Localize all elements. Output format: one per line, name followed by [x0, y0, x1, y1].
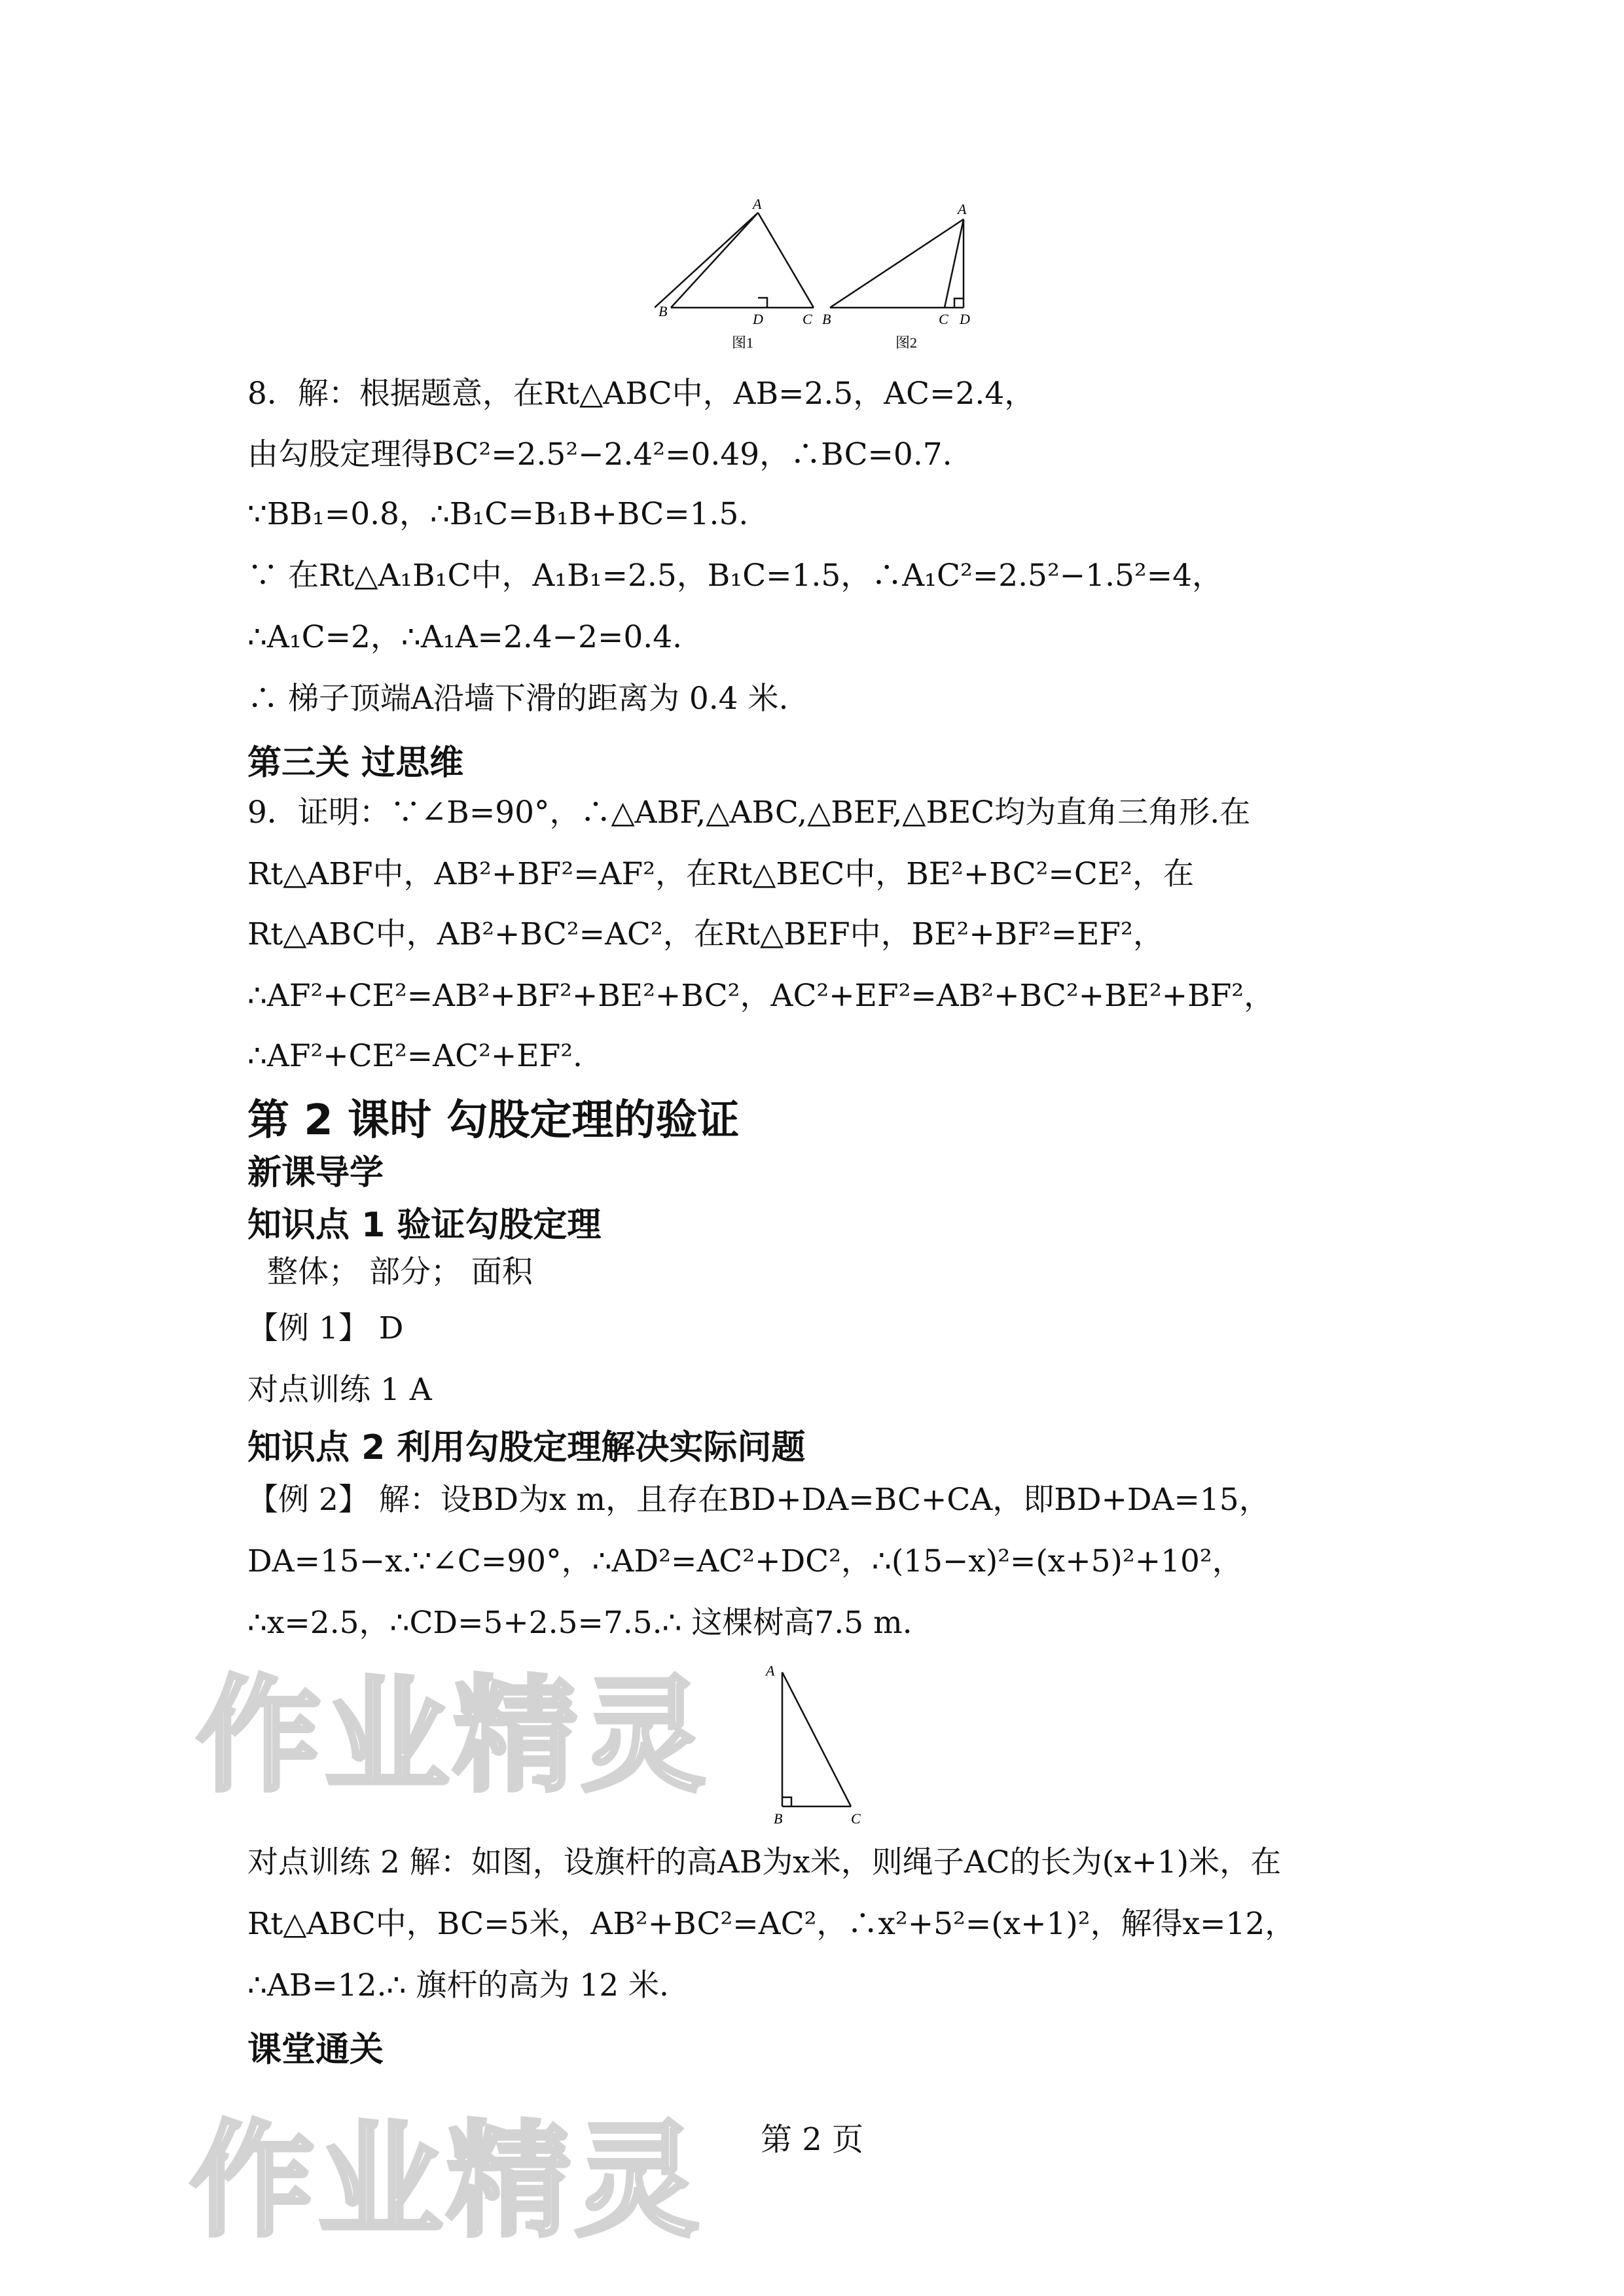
- p8-line-1: 8．解：根据题意，在Rt△ABC中，AB=2.5，AC=2.4，: [247, 376, 1036, 412]
- flagpole-label-a: A: [766, 1662, 775, 1679]
- fig2-label-c: C: [939, 311, 948, 327]
- example-2-line-2: DA=15−x.∵∠C=90°，∴AD²=AC²+DC²，∴(15−x)²=(x+5)²+10²，: [247, 1543, 1243, 1579]
- watermark-1: 作业精灵: [196, 1664, 710, 1808]
- flagpole-label-b: B: [774, 1810, 783, 1827]
- figure-2: [830, 219, 964, 308]
- p9-line-2: Rt△ABF中，AB²+BF²=AF²，在Rt△BEC中，BE²+BC²=CE²，在: [247, 856, 1194, 892]
- lesson-title: 第 2 课时 勾股定理的验证: [247, 1096, 740, 1145]
- figure-1: [655, 213, 814, 308]
- classroom-heading: 课堂通关: [247, 2030, 384, 2070]
- fig2-label-a: A: [958, 201, 967, 217]
- p9-line-4: ∴AF²+CE²=AB²+BF²+BE²+BC²，AC²+EF²=AB²+BC²+BE²+BF²，: [247, 978, 1275, 1014]
- example-1-answer: 【例 1】 D: [247, 1310, 404, 1346]
- page-number: 第 2 页: [760, 2121, 864, 2158]
- kp1-answers: 整体； 部分； 面积: [267, 1254, 533, 1290]
- fig1-caption: 图1: [732, 334, 754, 351]
- training-2-line-1: 对点训练 2 解：如图，设旗杆的高AB为x米，则绳子AC的长为(x+1)米，在: [247, 1844, 1282, 1880]
- flagpole-label-c: C: [851, 1810, 861, 1827]
- new-lesson-heading: 新课导学: [247, 1153, 384, 1193]
- fig2-caption: 图2: [895, 334, 918, 351]
- fig1-label-d: D: [753, 311, 763, 327]
- p9-line-5: ∴AF²+CE²=AC²+EF².: [247, 1038, 583, 1074]
- fig1-label-b: B: [659, 303, 668, 319]
- p9-line-1: 9．证明：∵∠B=90°，∴△ABF,△ABC,△BEF,△BEC均为直角三角形.在: [247, 795, 1251, 831]
- p8-line-5: ∴A₁C=2，∴A₁A=2.4−2=0.4.: [247, 619, 683, 655]
- figure-flagpole: [753, 1656, 884, 1833]
- p8-line-2: 由勾股定理得BC²=2.5²−2.4²=0.49，∴BC=0.7.: [247, 437, 952, 473]
- fig2-label-b: B: [822, 311, 831, 327]
- example-2-line-3: ∴x=2.5，∴CD=5+2.5=7.5.∴ 这棵树高7.5 m.: [247, 1605, 912, 1641]
- training-2-line-3: ∴AB=12.∴ 旗杆的高为 12 米.: [247, 1967, 669, 2003]
- watermark-2: 作业精灵: [190, 2109, 704, 2253]
- knowledge-point-2-heading: 知识点 2 利用勾股定理解决实际问题: [247, 1428, 806, 1467]
- example-2-line-1: 【例 2】 解：设BD为x m，且存在BD+DA=BC+CA，即BD+DA=15，: [247, 1482, 1270, 1518]
- p8-line-6: ∴ 梯子顶端A沿墙下滑的距离为 0.4 米.: [247, 681, 789, 717]
- fig2-label-d: D: [960, 311, 970, 327]
- p9-line-3: Rt△ABC中，AB²+BC²=AC²，在Rt△BEF中，BE²+BF²=EF²，: [247, 916, 1164, 952]
- p8-line-4: ∵ 在Rt△A₁B₁C中，A₁B₁=2.5，B₁C=1.5，∴A₁C²=2.5²−1.5²=4，: [247, 558, 1223, 594]
- figures-top: [655, 193, 995, 357]
- fig1-label-c: C: [803, 311, 812, 327]
- training-2-line-2: Rt△ABC中，BC=5米，AB²+BC²=AC²，∴x²+5²=(x+1)²，解得x=12，: [247, 1906, 1296, 1942]
- p8-line-3: ∵BB₁=0.8，∴B₁C=B₁B+BC=1.5.: [247, 496, 749, 532]
- fig1-label-a: A: [753, 196, 762, 212]
- knowledge-point-1-heading: 知识点 1 验证勾股定理: [247, 1206, 602, 1245]
- section-heading-3: 第三关 过思维: [247, 744, 464, 783]
- training-1-answer: 对点训练 1 A: [247, 1372, 432, 1408]
